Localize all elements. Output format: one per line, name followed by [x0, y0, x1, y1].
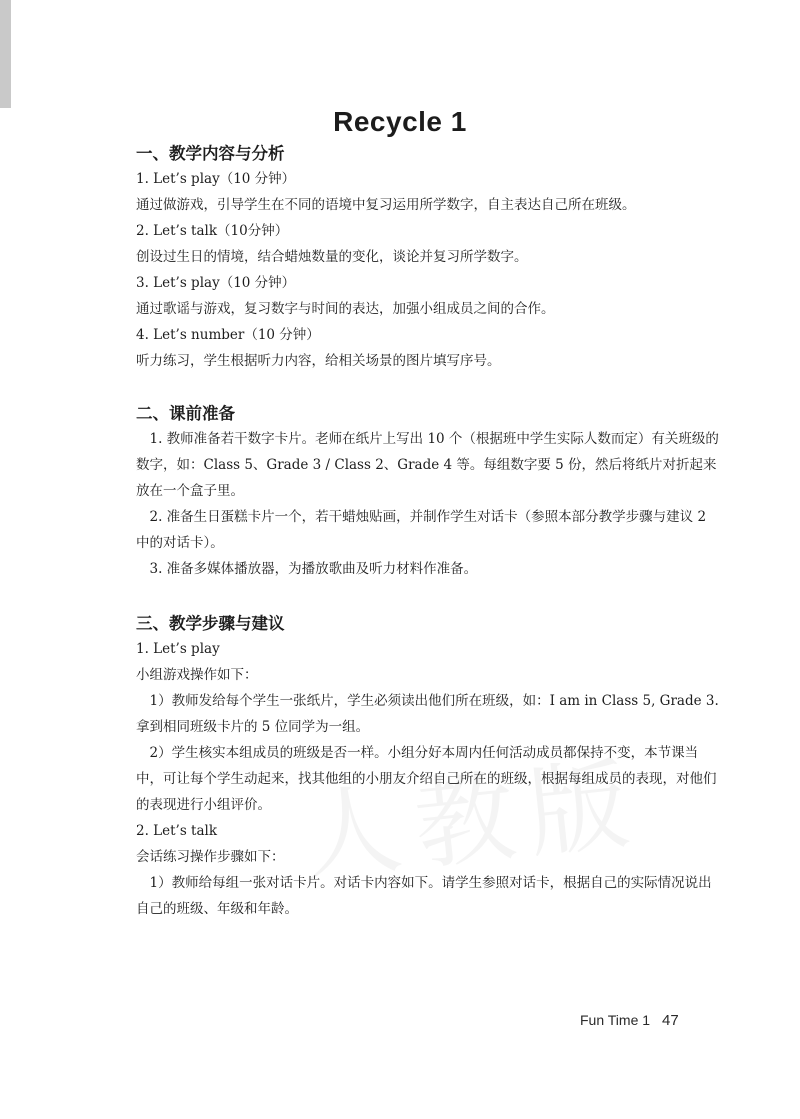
section-heading-content-analysis: 一、教学内容与分析 — [136, 144, 285, 163]
page-edge-bar — [0, 0, 11, 108]
step-intro: 会话练习操作步骤如下： — [136, 849, 285, 865]
preparation-paragraph: 3. 准备多媒体播放器，为播放歌曲及听力材料作准备。 — [149, 561, 478, 577]
activity-description: 通过做游戏，引导学生在不同的语境中复习运用所学数字，自主表达自己所在班级。 — [136, 197, 636, 213]
step-paragraph: 2）学生核实本组成员的班级是否一样。小组分好本周内任何活动成员都保持不变，本节课当中，可让每个学生动起来，找其他组的小朋友介绍自己所在的班级，根据每组成员的表现，对他们的表现进行小组评价。 — [136, 745, 717, 813]
activity-label: 4. Let’s number（10 分钟） — [136, 327, 320, 343]
activity-description: 创设过生日的情境，结合蜡烛数量的变化，谈论并复习所学数字。 — [136, 249, 528, 265]
activity-description: 通过歌谣与游戏，复习数字与时间的表达，加强小组成员之间的合作。 — [136, 301, 555, 317]
activity-label: 3. Let’s play（10 分钟） — [136, 275, 296, 291]
step-label-lets-talk: 2. Let’s talk — [136, 823, 218, 839]
preparation-paragraph: 1. 教师准备若干数字卡片。老师在纸片上写出 10 个（根据班中学生实际人数而定）有关班级的数字，如：Class 5、Grade 3 / Class 2、Grade 4 等。每组数字要 5 份，然后将纸片对折起来放在一个盒子里。 — [136, 431, 719, 499]
page-body — [136, 142, 720, 922]
preparation-paragraph: 2. 准备生日蛋糕卡片一个，若干蜡烛贴画，并制作学生对话卡（参照本部分教学步骤与建议 2 中的对话卡）。 — [136, 509, 707, 551]
page-footer — [580, 1012, 679, 1029]
activity-label: 2. Let’s talk（10分钟） — [136, 223, 289, 239]
step-intro: 小组游戏操作如下： — [136, 667, 258, 683]
step-label-lets-play: 1. Let’s play — [136, 641, 220, 657]
activity-label: 1. Let’s play（10 分钟） — [136, 171, 296, 187]
step-paragraph: 1）教师发给每个学生一张纸片，学生必须读出他们所在班级，如：I am in Class 5, Grade 3. 拿到相同班级卡片的 5 位同学为一组。 — [136, 693, 719, 735]
section-heading-teaching-steps: 三、教学步骤与建议 — [136, 614, 285, 633]
page-number: 47 — [662, 1012, 679, 1029]
section-heading-preparation: 二、课前准备 — [136, 404, 235, 423]
step-paragraph: 1）教师给每组一张对话卡片。对话卡内容如下。请学生参照对话卡，根据自己的实际情况说出自己的班级、年级和年龄。 — [136, 875, 712, 917]
page-title: Recycle 1 — [333, 106, 467, 137]
activity-description: 听力练习，学生根据听力内容，给相关场景的图片填写序号。 — [136, 353, 501, 369]
footer-book-title: Fun Time 1 — [580, 1012, 651, 1028]
